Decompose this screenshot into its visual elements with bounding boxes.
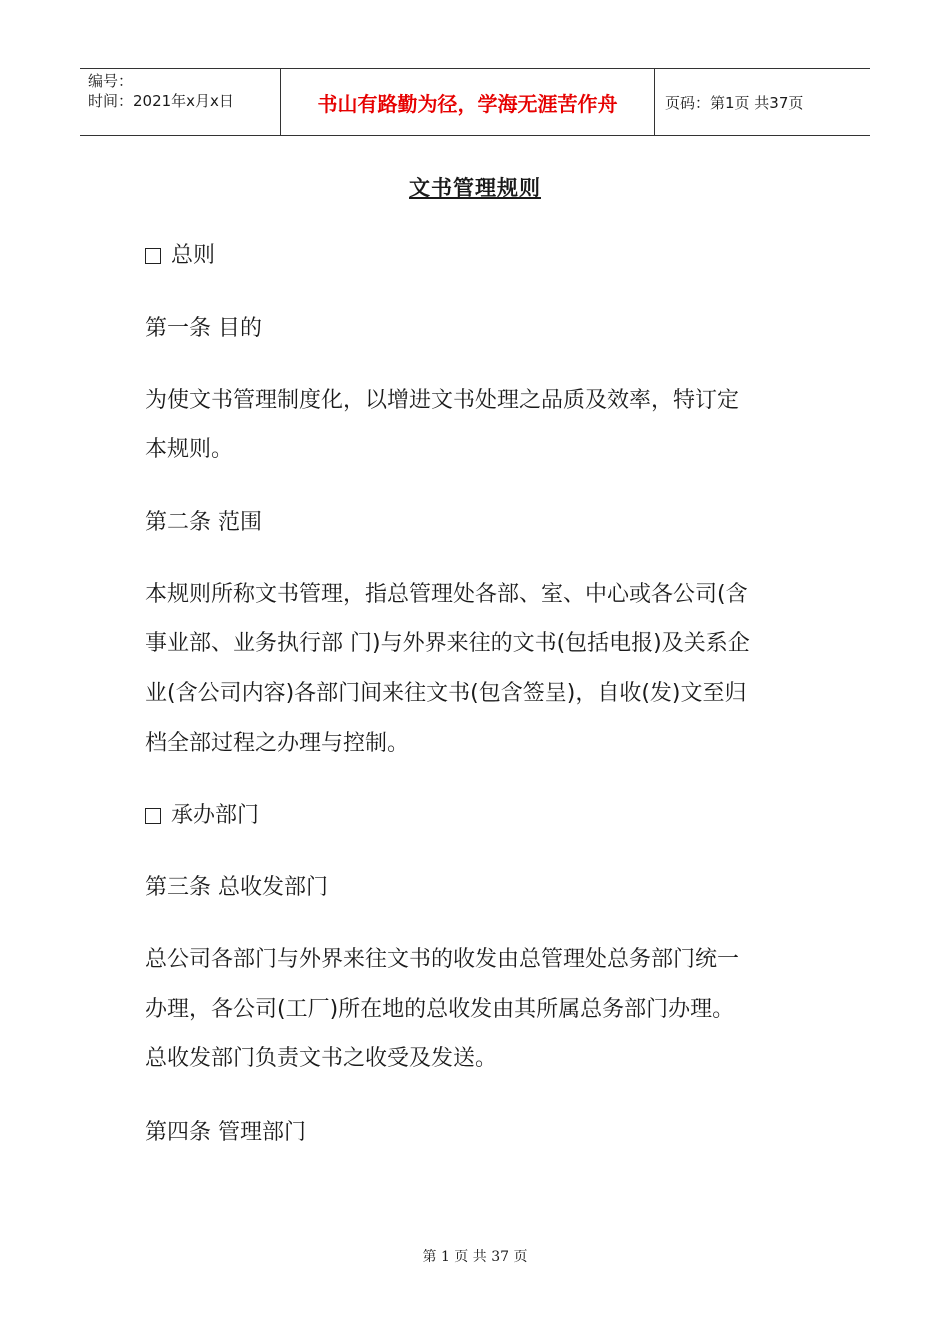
document-number-label: 编号： — [88, 72, 134, 90]
paragraph-line: 业(含公司内容)各部门间来往文书(包含签呈)，自收(发)文至归 — [145, 681, 747, 706]
paragraph-line: 本规则。 — [145, 437, 234, 462]
document-title: 文书管理规则 — [409, 176, 541, 200]
paragraph-line: 办理，各公司(工厂)所在地的总收发由其所属总务部门办理。 — [145, 997, 735, 1022]
article-heading: 第四条 管理部门 — [145, 1120, 306, 1145]
checkbox-icon — [145, 808, 161, 824]
paragraph-line: 为使文书管理制度化，以增进文书处理之品质及效率，特订定 — [145, 388, 740, 413]
paragraph-line: 事业部、业务执行部 门)与外界来往的文书(包括电报)及关系企 — [145, 631, 750, 656]
section-heading-departments — [145, 804, 259, 828]
header-motto: 书山有路勤为径，学海无涯苦作舟 — [281, 69, 655, 135]
section-label: 总则 — [171, 243, 216, 268]
section-label: 承办部门 — [171, 803, 260, 828]
page-footer: 第 1 页 共 37 页 — [422, 1249, 528, 1265]
section-heading-general — [145, 244, 215, 268]
paragraph-line: 总公司各部门与外界来往文书的收发由总管理处总务部门统一 — [145, 947, 740, 972]
article-heading: 第三条 总收发部门 — [145, 875, 328, 900]
article-heading: 第二条 范围 — [145, 510, 262, 535]
article-heading: 第一条 目的 — [145, 316, 262, 341]
document-date-label: 时间：2021年x月x日 — [88, 92, 234, 110]
paragraph-line: 本规则所称文书管理，指总管理处各部、室、中心或各公司(含 — [145, 582, 748, 607]
header-meta-cell — [80, 69, 281, 135]
document-header — [80, 68, 870, 136]
header-page-info: 页码：第1页 共37页 — [665, 93, 804, 112]
paragraph-line: 总收发部门负责文书之收受及发送。 — [145, 1046, 498, 1071]
paragraph-line: 档全部过程之办理与控制。 — [145, 731, 410, 756]
checkbox-icon — [145, 248, 161, 264]
